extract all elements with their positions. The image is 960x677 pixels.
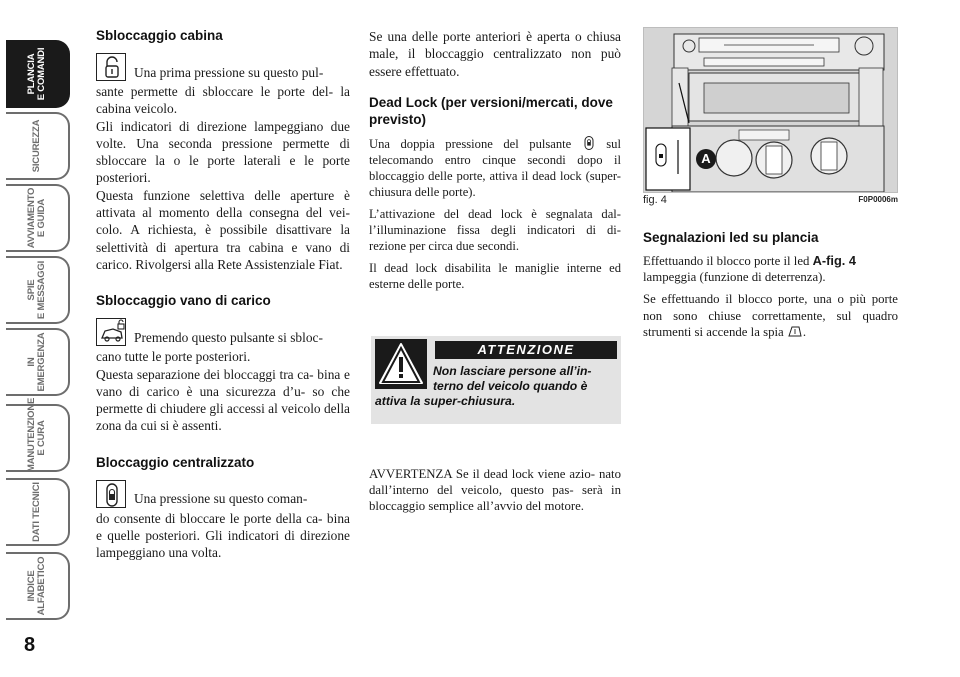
figure-reference: A-fig. 4 <box>812 253 857 268</box>
tab-dati-tecnici[interactable]: DATI TECNICI <box>6 478 70 546</box>
tab-in-emergenza[interactable]: IN EMERGENZA <box>6 328 70 396</box>
section-bloccaggio-centralizzato: Bloccaggio centralizzato Una pressione su questo coman- do consente di bloccare le porte della ca- bina e quelle posteriori. Gli indicatori di direzione lampeggiano una volta. <box>96 454 350 561</box>
section-title: Segnalazioni led su plancia <box>643 230 819 245</box>
section-title: Bloccaggio centralizzato <box>96 454 255 470</box>
unlock-cargo-icon <box>96 318 126 346</box>
column-2 <box>369 28 621 292</box>
section-title: Sbloccaggio vano di carico <box>96 293 271 309</box>
tab-manutenzione-e-cura[interactable]: MANUTENZIONE E CURA <box>6 404 70 472</box>
led-paragraph-2: Se effettuando il blocco porte, una o più porte non sono chiuse correttamente, sul quadro strumenti si accende la spia . <box>643 292 898 339</box>
warning-label: ATTENZIONE <box>435 341 617 359</box>
led-paragraph-1: Effettuando il blocco porte il led A-fig. 4 lampeggia (funzione di deterrenza). <box>643 253 857 285</box>
tab-plancia-e-comandi[interactable]: PLANCIA E COMANDI <box>6 40 70 108</box>
section-sbloccaggio-vano-carico: Sbloccaggio vano di carico Premendo questo pulsante si sbloc- cano tutte le porte posteriori. Questa separazione dei bloccaggi tra ca- bina e vano di carico è una sicurezza d’u- so che permette di chiudere gli accessi al veicolo della zona da cui si è assenti. <box>96 293 350 434</box>
section-title: Sbloccaggio cabina <box>96 28 223 43</box>
column-1 <box>96 28 350 582</box>
page-number: 8 <box>24 634 36 656</box>
tab-indice-alfabetico[interactable]: INDICE ALFABETICO <box>6 552 70 620</box>
section-segnalazioni-led <box>643 230 898 340</box>
dead-lock-paragraph-3: Il dead lock disabilita le maniglie interne ed esterne delle porte. <box>369 260 621 291</box>
avvertenza-note: AVVERTENZA Se il dead lock viene azio- nato dall’interno del veicolo, questo pas- serà in bloccaggio semplice all’avvio del motore. <box>369 467 621 514</box>
chapter-tabs <box>0 0 76 677</box>
warning-box <box>371 336 621 424</box>
warning-text: Non lasciare persone all’in- terno del veicolo quando è attiva la super-chiusura. <box>375 364 592 408</box>
front-door-note: Se una delle porte anteriori è aperta o chiusa male, il bloccaggio centralizzato non può essere effettuato. <box>369 29 621 79</box>
figure-callout-a: A <box>696 149 716 169</box>
dashboard-illustration <box>644 28 898 193</box>
section-sbloccaggio-cabina: Sbloccaggio cabina Una prima pressione su questo pul- sante permette di sbloccare le porte del- la cabina veicolo. Gli indicatori di direzione lampeggiano due volte. Una seconda pressione permette di sbloccare la o le porte laterali e le porte posteriori. Questa funzione selettiva delle aperture è attivata al momento della consegna del vei- colo. A richiesta, è possibile disattivare la selettività di apertura tra cabina e vano di carico. Rivolgersi alla Rete Assistenziale Fiat. <box>96 28 350 272</box>
tab-spie-e-messaggi[interactable]: SPIE E MESSAGGI <box>6 256 70 324</box>
lock-icon <box>96 480 126 508</box>
dashboard-figure <box>643 27 898 193</box>
figure-caption: fig. 4 F0P0006m <box>643 194 898 206</box>
section-title-dead-lock: Dead Lock (per versioni/mercati, dove previsto) <box>369 94 613 127</box>
key-lock-button-icon <box>584 136 594 150</box>
open-door-warning-icon <box>787 324 803 338</box>
tab-sicurezza[interactable]: SICUREZZA <box>6 112 70 180</box>
dead-lock-paragraph-2: L’attivazione del dead lock è segnalata dal- l’illuminazione fissa degli indicatori di di- rezione per circa due secondi. <box>369 206 621 253</box>
unlock-cab-icon <box>96 53 126 81</box>
figure-code: F0P0006m <box>858 195 898 204</box>
dead-lock-paragraph-1: Una doppia pressione del pulsante sul telecomando entro cinque secondi dopo il bloccaggio delle porte, attiva il dead lock (super-chiusura delle porte). <box>369 136 621 199</box>
tab-avviamento-e-guida[interactable]: AVVIAMENTO E GUIDA <box>6 184 70 252</box>
